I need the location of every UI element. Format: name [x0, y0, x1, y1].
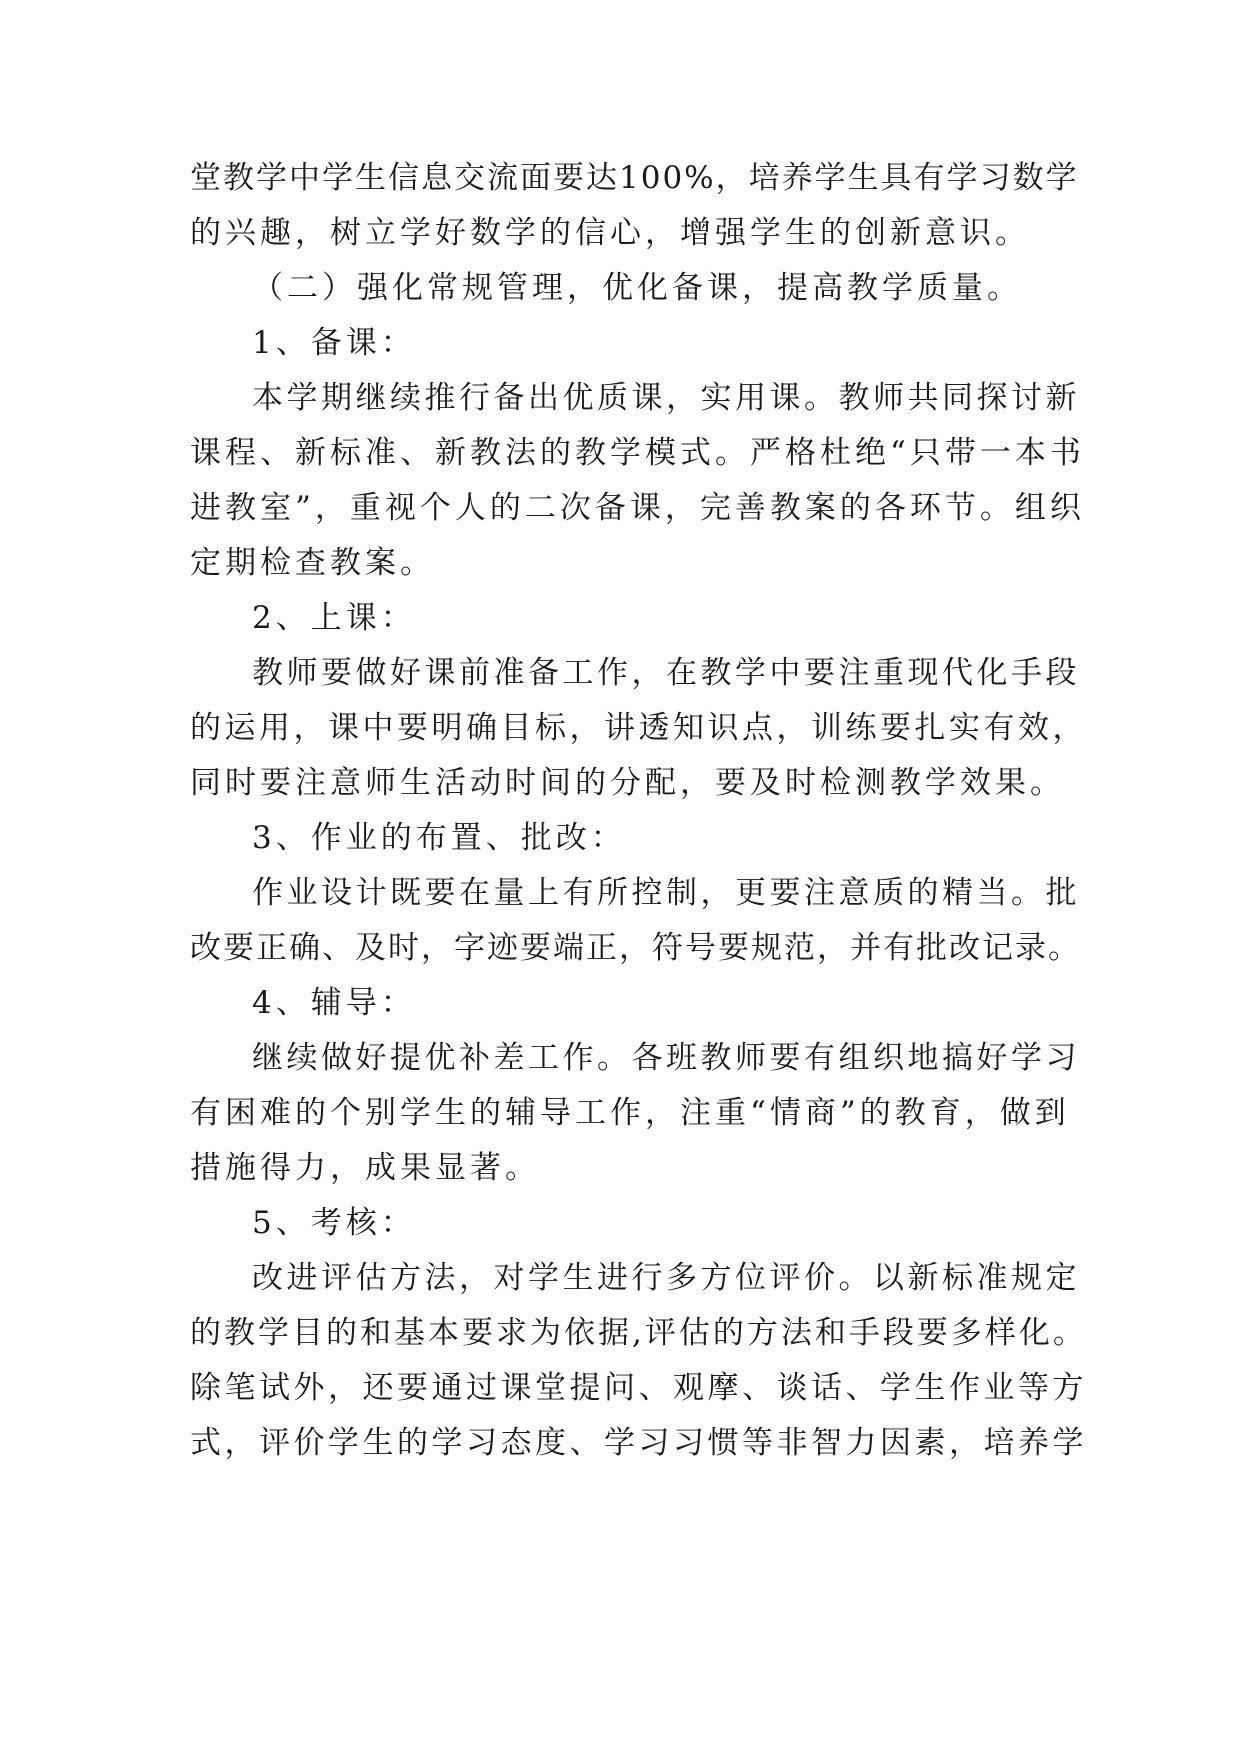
subheading-assessment: 5、考核： [252, 1205, 416, 1241]
paragraph-line: 继续做好提优补差工作。各班教师要有组织地搞好学习 [252, 1040, 1080, 1076]
paragraph-line: 改要正确、及时，字迹要端正，符号要规范，并有批改记录。 [190, 930, 1081, 966]
paragraph-line: 定期检查教案。 [190, 545, 435, 581]
paragraph-line: 作业设计既要在量上有所控制，更要注意质的精当。批 [252, 875, 1080, 911]
subheading-lesson-prep: 1、备课： [252, 325, 416, 361]
paragraph-line: 式，评价学生的学习态度、学习习惯等非智力因素，培养学 [190, 1425, 1087, 1461]
paragraph-line: 改进评估方法，对学生进行多方位评价。以新标准规定 [252, 1260, 1080, 1296]
subheading-homework: 3、作业的布置、批改： [252, 820, 626, 856]
paragraph-line: 教师要做好课前准备工作，在教学中要注重现代化手段 [252, 655, 1080, 691]
section-heading: （二）强化常规管理，优化备课，提高教学质量。 [252, 270, 1022, 306]
paragraph-line: 堂教学中学生信息交流面要达100%，培养学生具有学习数学 [190, 160, 1079, 196]
paragraph-line: 课程、新标准、新教法的教学模式。严格杜绝“只带一本书 [190, 435, 1085, 471]
paragraph-line: 除笔试外，还要通过课堂提问、观摩、谈话、学生作业等方 [190, 1370, 1087, 1406]
paragraph-line: 进教室”，重视个人的二次备课，完善教案的各环节。组织 [190, 490, 1085, 526]
paragraph-line: 的运用，课中要明确目标，讲透知识点，训练要扎实有效， [190, 710, 1087, 746]
subheading-tutoring: 4、辅导： [252, 985, 416, 1021]
paragraph-line: 的兴趣，树立学好数学的信心，增强学生的创新意识。 [190, 215, 1030, 251]
paragraph-line: 本学期继续推行备出优质课，实用课。教师共同探讨新 [252, 380, 1080, 416]
paragraph-line: 措施得力，成果显著。 [190, 1150, 540, 1186]
paragraph-line: 的教学目的和基本要求为依据,评估的方法和手段要多样化。 [190, 1315, 1087, 1351]
paragraph-line: 同时要注意师生活动时间的分配，要及时检测教学效果。 [190, 765, 1065, 801]
subheading-class: 2、上课： [252, 600, 416, 636]
paragraph-line: 有困难的个别学生的辅导工作，注重“情商”的教育，做到 [190, 1095, 1070, 1131]
